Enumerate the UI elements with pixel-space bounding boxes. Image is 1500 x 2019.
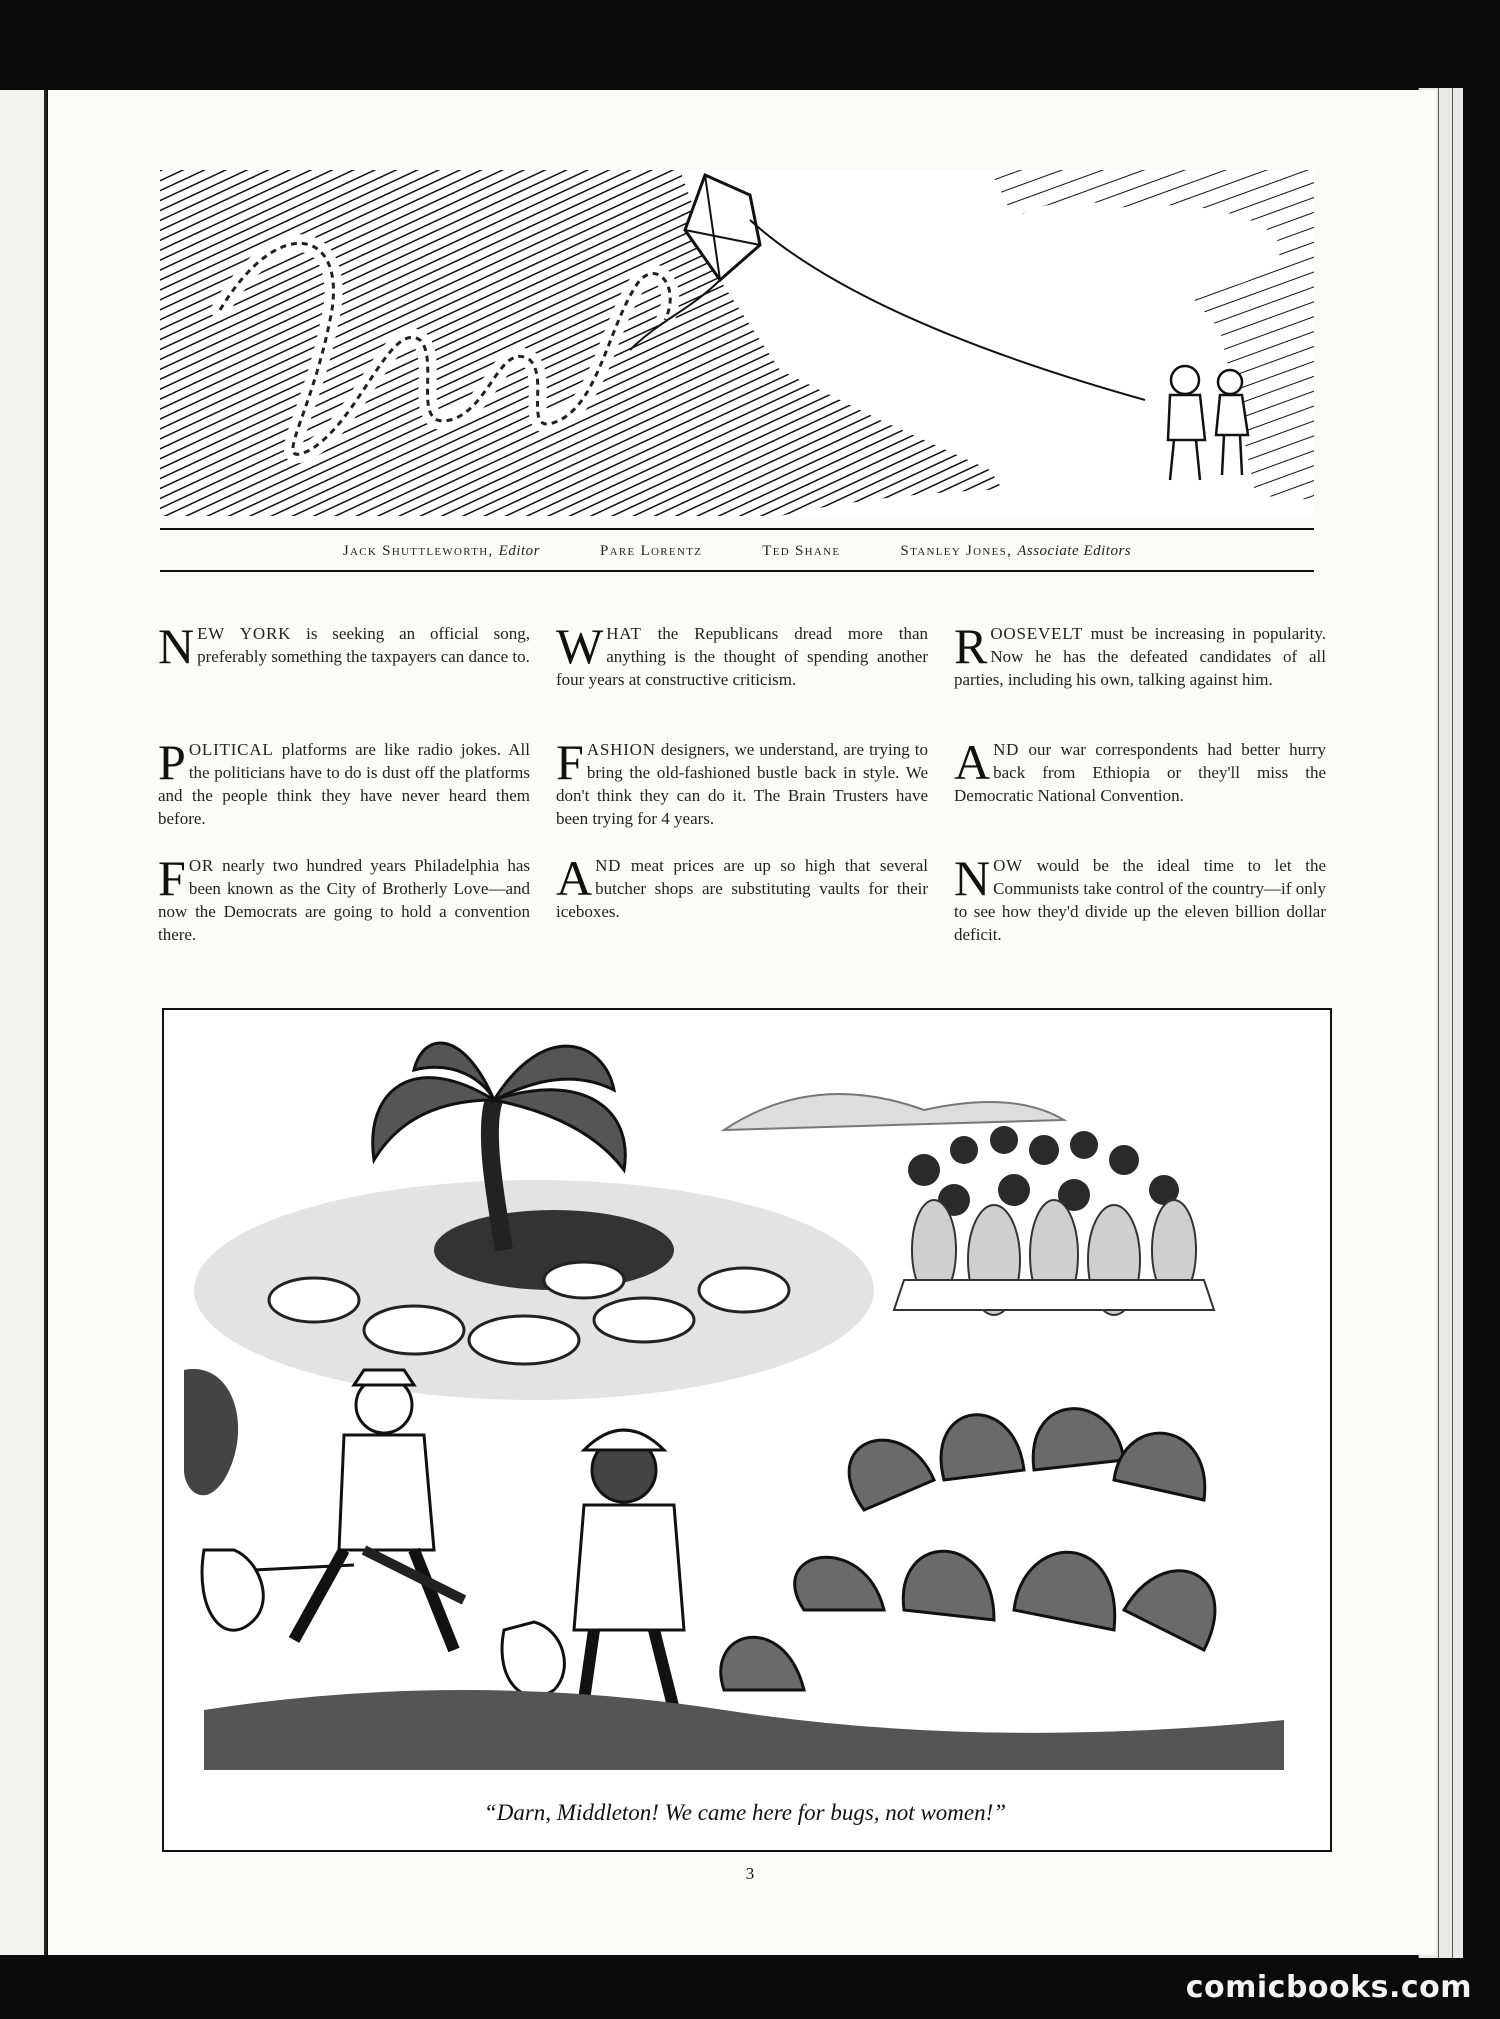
quip-paragraph: FOR nearly two hundred years Philadelphia has been known as the City of Brotherly Love—and now the Democrats are going to hold a convention there. [158, 850, 530, 944]
cartoon-caption: “Darn, Middleton! We came here for bugs, not women!” [483, 1800, 1007, 1825]
quip-paragraph: ROOSEVELT must be increasing in popularity. Now he has the defeated candidates of all parties, including his own, talking against him. [954, 618, 1326, 689]
top-rule [160, 528, 1314, 530]
binding-line [44, 90, 47, 1955]
left-page-edge [0, 90, 44, 1955]
assoc-editor-2: Ted Shane [762, 542, 841, 559]
header-illustration [160, 170, 1314, 516]
cartoon-panel [162, 1008, 1332, 1852]
assoc-editor-1: Pare Lorentz [600, 542, 703, 559]
editorial-columns [158, 618, 1326, 970]
bottom-rule [160, 570, 1314, 572]
quip-paragraph: NOW would be the ideal time to let the Communists take control of the country—if only to see how they'd divide up the eleven billion dollar deficit. [954, 850, 1326, 944]
column-3 [954, 618, 1326, 970]
quip-paragraph: FASHION designers, we understand, are trying to bring the old-fashioned bustle back in style. We don't think they can do it. The Brain Trusters have been trying for 4 years. [556, 734, 928, 828]
quip-paragraph: WHAT the Republicans dread more than anything is the thought of spending another four years at constructive criticism. [556, 618, 928, 689]
quip-paragraph: NEW YORK is seeking an official song, preferably something the taxpayers can dance to. [158, 618, 530, 674]
editor-credit: Jack Shuttleworth, Editor [342, 542, 540, 559]
quip-paragraph: AND our war correspondents had better hurry back from Ethiopia or they'll miss the Democratic National Convention. [954, 734, 1326, 805]
column-1 [158, 618, 530, 970]
watermark: comicbooks.com [1185, 1970, 1472, 2005]
quip-paragraph: AND meat prices are up so high that several butcher shops are substituting vaults for their iceboxes. [556, 850, 928, 921]
assoc-editor-3: Stanley Jones, Associate Editors [900, 542, 1132, 559]
page-number: 3 [745, 1864, 755, 1883]
quip-paragraph: POLITICAL platforms are like radio jokes. All the politicians have to do is dust off the platforms and the people think they have never heard them before. [158, 734, 530, 828]
column-2 [556, 618, 928, 970]
masthead-credits [160, 536, 1314, 566]
